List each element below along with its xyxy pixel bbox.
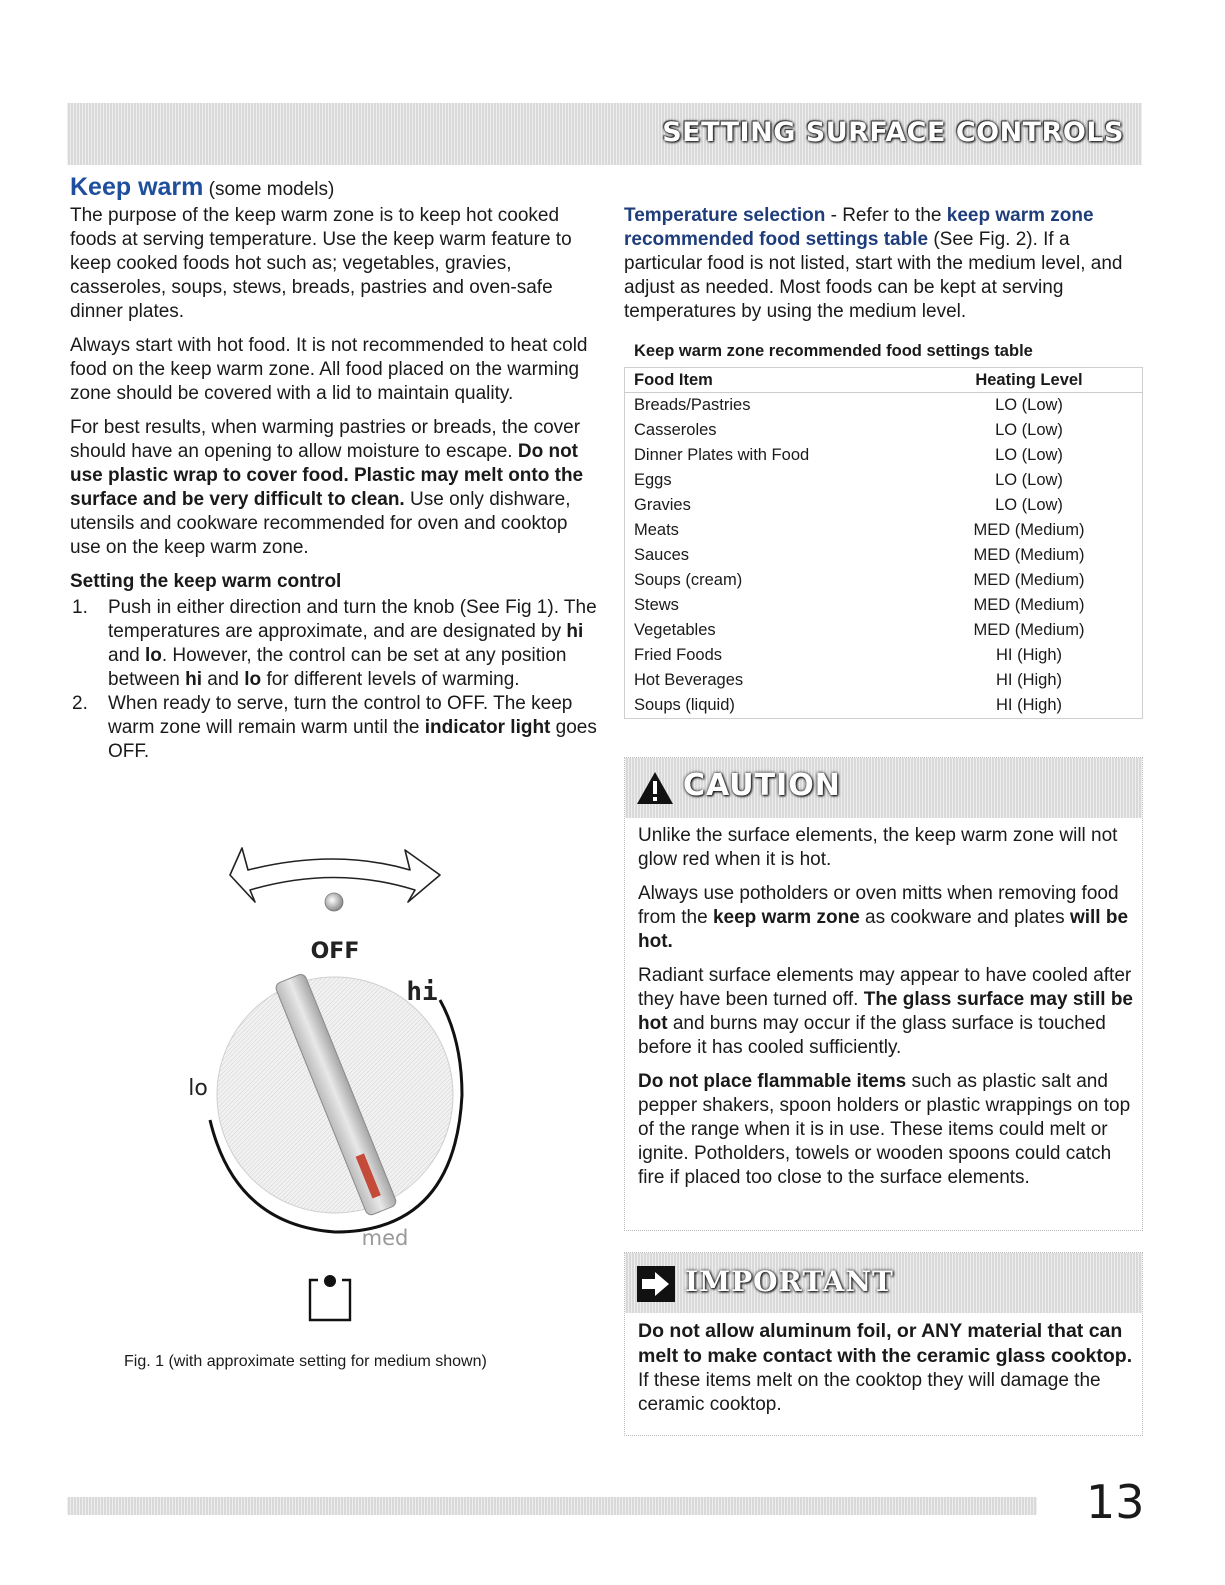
flammable-warning: Do not place flammable items: [638, 1071, 907, 1092]
level-cell: LO (Low): [995, 471, 1063, 489]
table-row: [625, 543, 1142, 568]
food-cell: Stews: [634, 596, 679, 614]
food-settings-table: [624, 367, 1143, 719]
will-be-hot-term: will be hot.: [638, 907, 1129, 952]
food-cell: Soups (cream): [634, 571, 743, 589]
food-cell: Casseroles: [634, 421, 717, 439]
level-cell: LO (Low): [995, 421, 1063, 439]
lo-term: lo: [244, 669, 262, 690]
step-number: 1.: [72, 597, 88, 618]
table-row: [625, 418, 1142, 443]
temp-text: (See Fig. 2). If a particular food is not listed, start with the medium level, and adjust as needed. Most foods can be kept at serving temperatures by using the medium level.: [624, 229, 1123, 322]
level-cell: LO (Low): [995, 496, 1063, 514]
page-number: 13: [1086, 1475, 1145, 1529]
header-band: [67, 103, 1142, 165]
plastic-warning: Do not use plastic wrap to cover food. Plastic may melt onto the surface and be very difficult to clean.: [70, 441, 584, 510]
step-number: 2.: [72, 693, 88, 714]
indicator-light-term: indicator light: [424, 717, 551, 738]
step-text: Push in either direction and turn the knob (See Fig 1). The temperatures are approximate, and are designated by: [108, 597, 597, 642]
best-results-paragraph: [70, 416, 598, 560]
food-cell: Dinner Plates with Food: [634, 446, 810, 464]
level-cell: MED (Medium): [973, 571, 1085, 589]
keep-warm-title: Keep warm: [70, 173, 204, 201]
caution-text: such as plastic salt and pepper shakers, spoon holders or plastic wrappings on top of the range when it is in use. These items could melt or ignite. Potholders, towels or wooden spoons could catch fire if placed too close to the surface elements.: [638, 1071, 1131, 1188]
table-reference: keep warm zone recommended food settings table: [624, 205, 1094, 250]
important-box: [624, 1252, 1143, 1436]
hot-food-paragraph: Always start with hot food. It is not recommended to heat cold food on the keep warm zone. All food placed on the warming zone should be covered with a lid to maintain quality.: [70, 335, 588, 404]
caution-paragraph-4: [638, 1070, 1136, 1190]
important-text: If these items melt on the cooktop they will damage the ceramic cooktop.: [638, 1370, 1101, 1415]
temperature-selection: [624, 204, 1144, 334]
med-label: med: [361, 1226, 409, 1250]
knob-diagram: [150, 840, 550, 1340]
indicator-dot-icon: [325, 893, 343, 911]
level-cell: MED (Medium): [973, 521, 1085, 539]
header-food-item: Food Item: [634, 371, 713, 389]
caution-paragraph-1: Unlike the surface elements, the keep warm zone will not glow red when it is hot.: [638, 825, 1118, 870]
caution-body: [638, 824, 1136, 1200]
caution-paragraph-2: [638, 882, 1136, 954]
conjunction: and: [108, 645, 140, 666]
food-cell: Gravies: [634, 496, 691, 514]
food-cell: Vegetables: [634, 621, 716, 639]
level-cell: MED (Medium): [973, 596, 1085, 614]
table-row: [625, 593, 1142, 618]
caution-title: CAUTION: [683, 768, 841, 803]
temp-text: - Refer to the: [825, 205, 947, 226]
level-cell: HI (High): [995, 696, 1062, 714]
lo-term: lo: [144, 645, 162, 666]
keep-warm-subtitle: (some models): [208, 179, 335, 200]
step-1: [70, 596, 598, 692]
table-row: [625, 443, 1142, 468]
food-cell: Sauces: [634, 546, 690, 564]
caution-box: [624, 757, 1143, 1231]
level-cell: LO (Low): [995, 446, 1063, 464]
important-title: IMPORTANT: [685, 1265, 894, 1298]
food-cell: Soups (liquid): [634, 696, 735, 714]
conjunction: and: [207, 669, 239, 690]
step-text: goes OFF.: [108, 717, 597, 762]
food-cell: Breads/Pastries: [634, 396, 751, 414]
step-text: . However, the control can be set at any position between: [108, 645, 567, 690]
section-title: SETTING SURFACE CONTROLS: [662, 117, 1124, 148]
table-row: [625, 393, 1142, 418]
footer-band: [67, 1497, 1037, 1515]
figure-caption: Fig. 1 (with approximate setting for medium shown): [124, 1353, 487, 1370]
table-row: [625, 468, 1142, 493]
glass-hot-warning: The glass surface may still be hot: [638, 989, 1134, 1034]
food-cell: Meats: [634, 521, 679, 539]
caution-paragraph-3: [638, 964, 1136, 1060]
lo-label: lo: [188, 1076, 208, 1101]
keep-warm-zone-term: keep warm zone: [712, 907, 860, 928]
caution-band: [625, 758, 1142, 818]
caution-text: Radiant surface elements may appear to have cooled after they have been turned off.: [638, 965, 1132, 1010]
header-heating-level: Heating Level: [975, 371, 1083, 389]
level-cell: MED (Medium): [973, 546, 1085, 564]
food-cell: Fried Foods: [634, 646, 723, 664]
best-results-text: For best results, when warming pastries or breads, the cover should have an opening to allow moisture to escape.: [70, 417, 581, 462]
hi-label: hi: [406, 977, 438, 1007]
level-cell: LO (Low): [995, 396, 1063, 414]
step-text: for different levels of warming.: [266, 669, 520, 690]
table-header-row: [625, 368, 1142, 393]
intro-paragraph: The purpose of the keep warm zone is to keep hot cooked foods at serving temperature. Use the keep warm feature to keep cooked foods hot such as; vegetables, gravies, casseroles, soups, stews, breads, pastries and oven-safe dinner plates.: [70, 205, 572, 322]
hi-term: hi: [185, 669, 203, 690]
level-cell: HI (High): [995, 646, 1062, 664]
arrow-right-icon: [637, 1266, 675, 1302]
table-title: Keep warm zone recommended food settings table: [634, 342, 1033, 360]
temperature-selection-paragraph: [624, 204, 1144, 324]
table-row: [625, 618, 1142, 643]
level-cell: HI (High): [995, 671, 1062, 689]
table-row: [625, 518, 1142, 543]
aluminum-foil-warning: Do not allow aluminum foil, or ANY material that can melt to make contact with the ceramic glass cooktop.: [638, 1320, 1133, 1367]
food-cell: Hot Beverages: [634, 671, 744, 689]
table-row: [625, 668, 1142, 693]
warning-triangle-icon: [635, 770, 675, 806]
off-label: OFF: [310, 939, 360, 964]
important-body: [638, 1319, 1136, 1417]
table-row: [625, 693, 1142, 718]
knob-figure: [150, 840, 550, 1340]
important-band: [625, 1253, 1142, 1313]
table-row: [625, 643, 1142, 668]
table-row: [625, 568, 1142, 593]
step-text: When ready to serve, turn the control to OFF. The keep warm zone will remain warm until the: [108, 693, 573, 738]
step-2: [70, 692, 598, 764]
steps-list: [70, 596, 598, 764]
hi-term: hi: [566, 621, 584, 642]
food-cell: Eggs: [634, 471, 672, 489]
setting-control-heading: Setting the keep warm control: [70, 571, 342, 592]
level-cell: MED (Medium): [973, 621, 1085, 639]
caution-text: and burns may occur if the glass surface is touched before it has cooled sufficiently.: [638, 1013, 1106, 1058]
caution-text: Always use potholders or oven mitts when removing food from the: [638, 883, 1119, 928]
temperature-selection-term: Temperature selection: [624, 205, 826, 226]
keep-warm-heading: [70, 175, 598, 202]
left-column: [70, 175, 598, 764]
dishware-text: Use only dishware, utensils and cookware recommended for oven and cooktop use on the keep warm zone.: [70, 489, 571, 558]
table-row: [625, 493, 1142, 518]
caution-text: as cookware and plates: [859, 907, 1070, 928]
indicator-light-icon: [310, 1275, 350, 1320]
